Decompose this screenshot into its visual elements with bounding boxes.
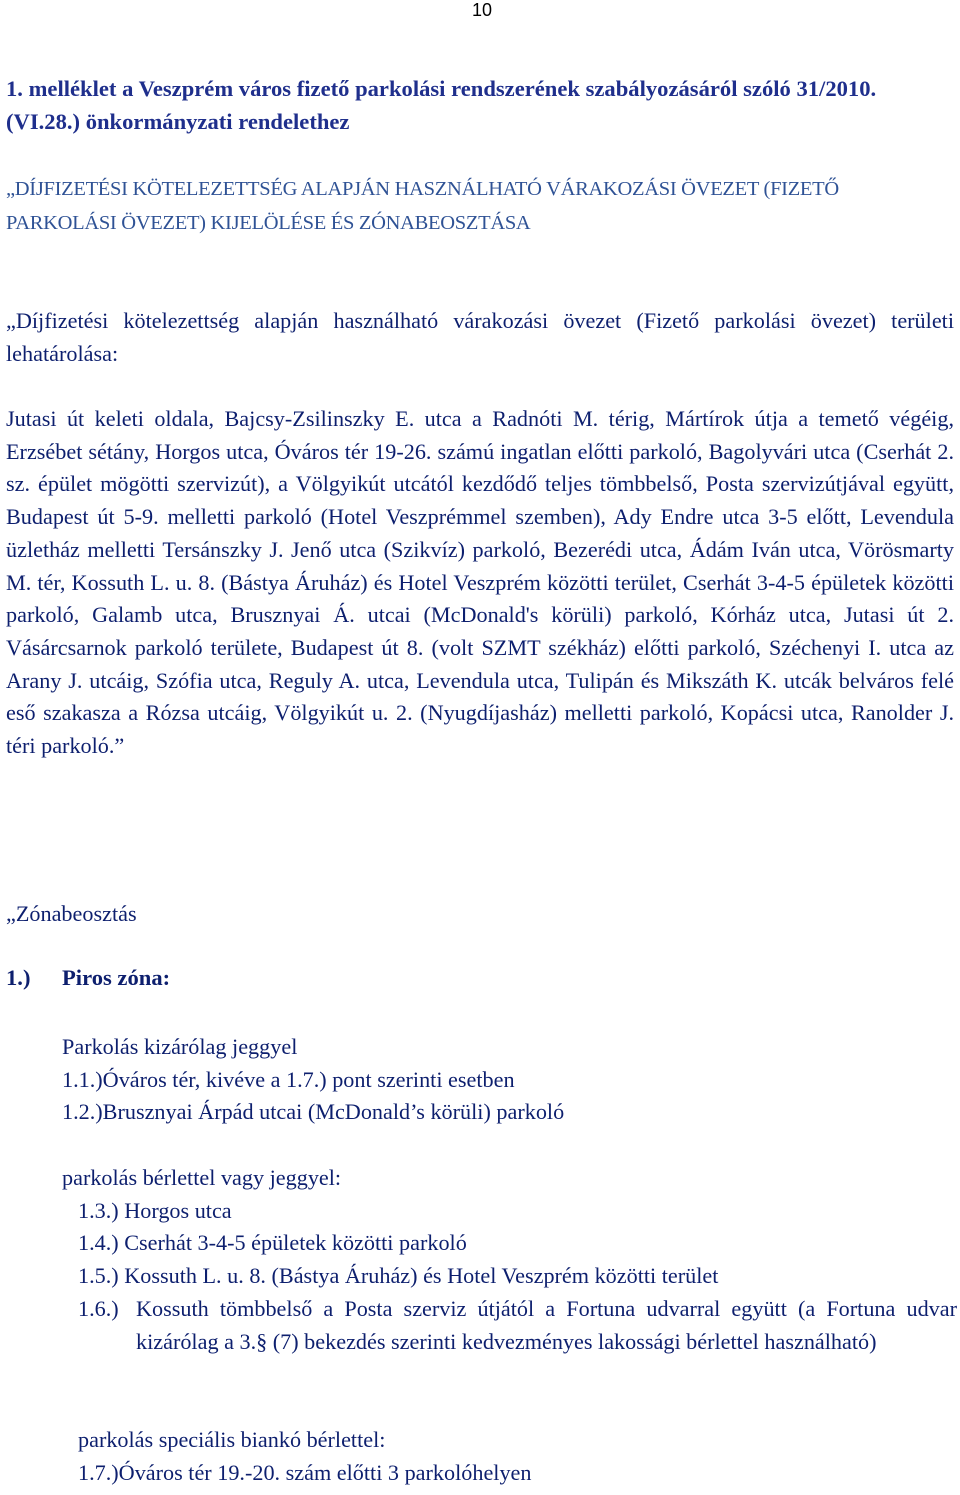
list-item-number: 1.5.) (78, 1263, 119, 1289)
list-item-text: Horgos utca (124, 1197, 232, 1223)
zone-title: „Zónabeosztás (6, 901, 137, 926)
list-item-text: Kossuth tömbbelső a Posta szerviz útjától a Fortuna udvarral együtt (a Fortuna udvar kizárólag a 3.§ (7) bekezdés szerinti kedvezményes lakossági bérlettel használható) (136, 1295, 957, 1354)
special-pass-section (62, 1424, 957, 1489)
ticket-only-label: Parkolás kizárólag jeggyel (62, 1034, 298, 1059)
special-pass-label: parkolás speciális biankó bérlettel: (78, 1427, 386, 1452)
zone1-heading (6, 965, 170, 991)
list-item: 1.7.)Óváros tér 19.-20. szám előtti 3 parkolóhelyen (78, 1459, 532, 1485)
page-number: 10 (472, 0, 493, 20)
list-item-number: 1.3.) (78, 1197, 119, 1223)
zone1-number: 1.) (6, 965, 31, 990)
pass-or-ticket-label: parkolás bérlettel vagy jeggyel: (62, 1165, 342, 1190)
list-item: 1.1.)Óváros tér, kivéve a 1.7.) pont szerinti esetben (62, 1066, 515, 1092)
scope-title: „Díjfizetési kötelezettség alapján használható várakozási övezet (Fizető parkolási övezet) területi lehatárolása: (6, 308, 954, 366)
list-item-number: 1.4.) (78, 1230, 119, 1256)
list-item-text: Kossuth L. u. 8. (Bástya Áruház) és Hotel Veszprém közötti terület (124, 1263, 719, 1289)
scope-body: Jutasi út keleti oldala, Bajcsy-Zsilinszky E. utca a Radnóti M. térig, Mártírok útja a temető végéig, Erzsébet sétány, Horgos utca, Óváros tér 19-26. számú ingatlan előtti parkoló, Bagolyvári utca (Cserhát 2. sz. épület mögötti szervizút), a Völgyikút utcától kezdődő teljes tömbbelső, Posta szervizútjával együtt, Budapest út 5-9. melletti parkoló (Hotel Veszprémmel szemben), Ady Endre utca 3-5 előtt, Levendula üzletház melletti Tersánszky J. Jenő utca (Szikvíz) parkoló, Bezerédi utca, Ádám Iván utca, Vörösmarty M. tér, Kossuth L. u. 8. (Bástya Áruház) és Hotel Veszprém közötti terület, Cserhát 3-4-5 épületek közötti parkoló, Galamb utca, Brusznyai Á. utcai (McDonald's körüli) parkoló, Kórház utca, Jutasi út 2. Vásárcsarnok parkoló területe, Budapest út 8. (volt SZMT székház) előtti parkoló, Széchenyi I. utca az Arany J. utcáig, Szófia utca, Reguly A. utca, Levendula utca, Tulipán és Mikszáth K. utcák belváros felé eső szakasza a Rózsa utcáig, Völgyikút u. 2. (Nyugdíjasház) melletti parkoló, Kopácsi utca, Ranolder J. téri parkoló.” (6, 406, 954, 759)
pass-or-ticket-section (62, 1162, 957, 1358)
list-item-text: Cserhát 3-4-5 épületek közötti parkoló (124, 1230, 467, 1256)
list-item (62, 1227, 957, 1260)
list-item (62, 1293, 957, 1358)
list-item-number: 1.6.) (78, 1295, 119, 1321)
ticket-only-section (62, 1031, 957, 1129)
annex-title: 1. melléklet a Veszprém város fizető parkolási rendszerének szabályozásáról szóló 31/2010. (VI.28.) önkormányzati rendelethez (6, 76, 877, 134)
list-item (62, 1260, 957, 1293)
list-item (62, 1195, 957, 1228)
zone1-title: Piros zóna: (62, 965, 171, 990)
list-item: 1.2.)Brusznyai Árpád utcai (McDonald’s körüli) parkoló (62, 1099, 565, 1125)
document-heading: „DÍJFIZETÉSI KÖTELEZETTSÉG ALAPJÁN HASZNÁLHATÓ VÁRAKOZÁSI ÖVEZET (FIZETŐ PARKOLÁSI ÖVEZET) KIJELÖLÉSE ÉS ZÓNABEOSZTÁSA (6, 178, 839, 234)
